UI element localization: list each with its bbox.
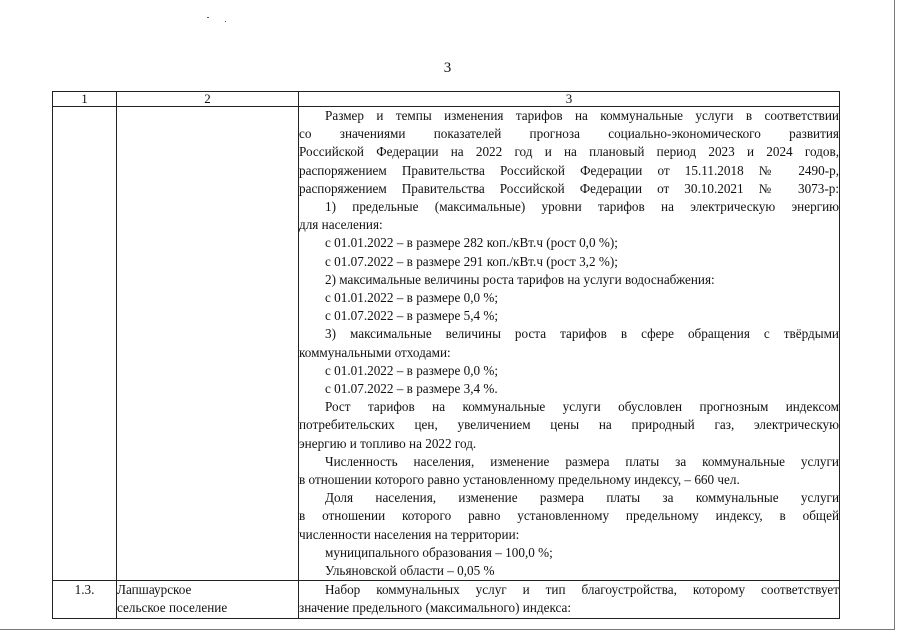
text-line: энергию и топливо на 2022 год.	[299, 435, 477, 451]
text-line: со значениями показателей прогноза социально-экономического развития	[299, 126, 839, 142]
row-number-cell: 1.3.	[53, 581, 117, 618]
table-row	[53, 581, 840, 618]
text-line: с 01.07.2022 – в размере 5,4 %;	[325, 308, 499, 324]
text-line: распоряжением Правительства Российской Федерации от 15.11.2018 № 2490-р,	[299, 162, 839, 178]
text-line: Размер и темпы изменения тарифов на коммунальные услуги в соответствии	[325, 108, 839, 123]
text-line: коммунальными отходами:	[299, 344, 451, 360]
text-line: Ульяновской области – 0,05 %	[325, 563, 495, 579]
text-line: Рост тарифов на коммунальные услуги обусловлен прогнозным индексом	[325, 399, 839, 415]
text-line: Набор коммунальных услуг и тип благоустройства, которому соответствует	[325, 582, 839, 598]
text-line: значение предельного (максимального) индекса:	[299, 600, 572, 616]
text-line: в отношении которого равно установленному предельному индексу, – 660 чел.	[299, 472, 740, 488]
text-line: муниципального образования – 100,0 %;	[325, 544, 553, 560]
header-cell-2: 2	[117, 92, 299, 107]
description-text	[299, 107, 839, 580]
text-line: потребительских цен, увеличением цены на природный газ, электрическую	[299, 417, 839, 433]
table-row	[53, 107, 840, 581]
text-line: Численность населения, изменение размера платы за коммунальные услуги	[325, 453, 839, 469]
text-line: с 01.07.2022 – в размере 3,4 %.	[325, 381, 498, 397]
description-text	[299, 581, 839, 617]
text-line: с 01.01.2022 – в размере 0,0 %;	[325, 362, 499, 378]
table-header-row	[53, 92, 840, 107]
text-line: распоряжением Правительства Российской Федерации от 30.10.2021 № 3073-р:	[299, 180, 839, 196]
text-line: 3) максимальные величины роста тарифов в сфере обращения с твёрдыми	[325, 326, 839, 342]
text-line: численности населения на территории:	[299, 526, 520, 542]
settlement-name-line: Лапшаурское	[117, 582, 192, 598]
row-name-cell	[117, 107, 299, 581]
text-line: Российской Федерации на 2022 год и на плановый период 2023 и 2024 годов,	[299, 144, 839, 160]
text-line: Доля населения, изменение размера платы за коммунальные услуги	[325, 490, 839, 506]
text-line: с 01.07.2022 – в размере 291 коп./кВт.ч (рост 3,2 %);	[325, 253, 618, 269]
text-line: для населения:	[299, 217, 383, 233]
page-number: 3	[443, 60, 452, 76]
text-line: 1) предельные (максимальные) уровни тарифов на электрическую энергию	[325, 199, 839, 215]
row-description-cell	[299, 107, 840, 581]
text-line: с 01.01.2022 – в размере 0,0 %;	[325, 290, 499, 306]
tariff-table	[52, 91, 840, 619]
text-line: с 01.01.2022 – в размере 282 коп./кВт.ч (рост 0,0 %);	[325, 235, 618, 251]
text-line: 2) максимальные величины роста тарифов на услуги водоснабжения:	[325, 271, 715, 287]
row-number-cell	[53, 107, 117, 581]
scan-speck	[225, 21, 226, 22]
header-cell-3: 3	[299, 92, 840, 107]
header-cell-1: 1	[53, 92, 117, 107]
text-line: в отношении которого равно установленному предельному индексу, в общей	[299, 508, 839, 524]
scan-speck	[207, 17, 209, 18]
row-name-cell	[117, 581, 299, 618]
row-description-cell	[299, 581, 840, 618]
settlement-name-line: сельское поселение	[117, 600, 228, 616]
